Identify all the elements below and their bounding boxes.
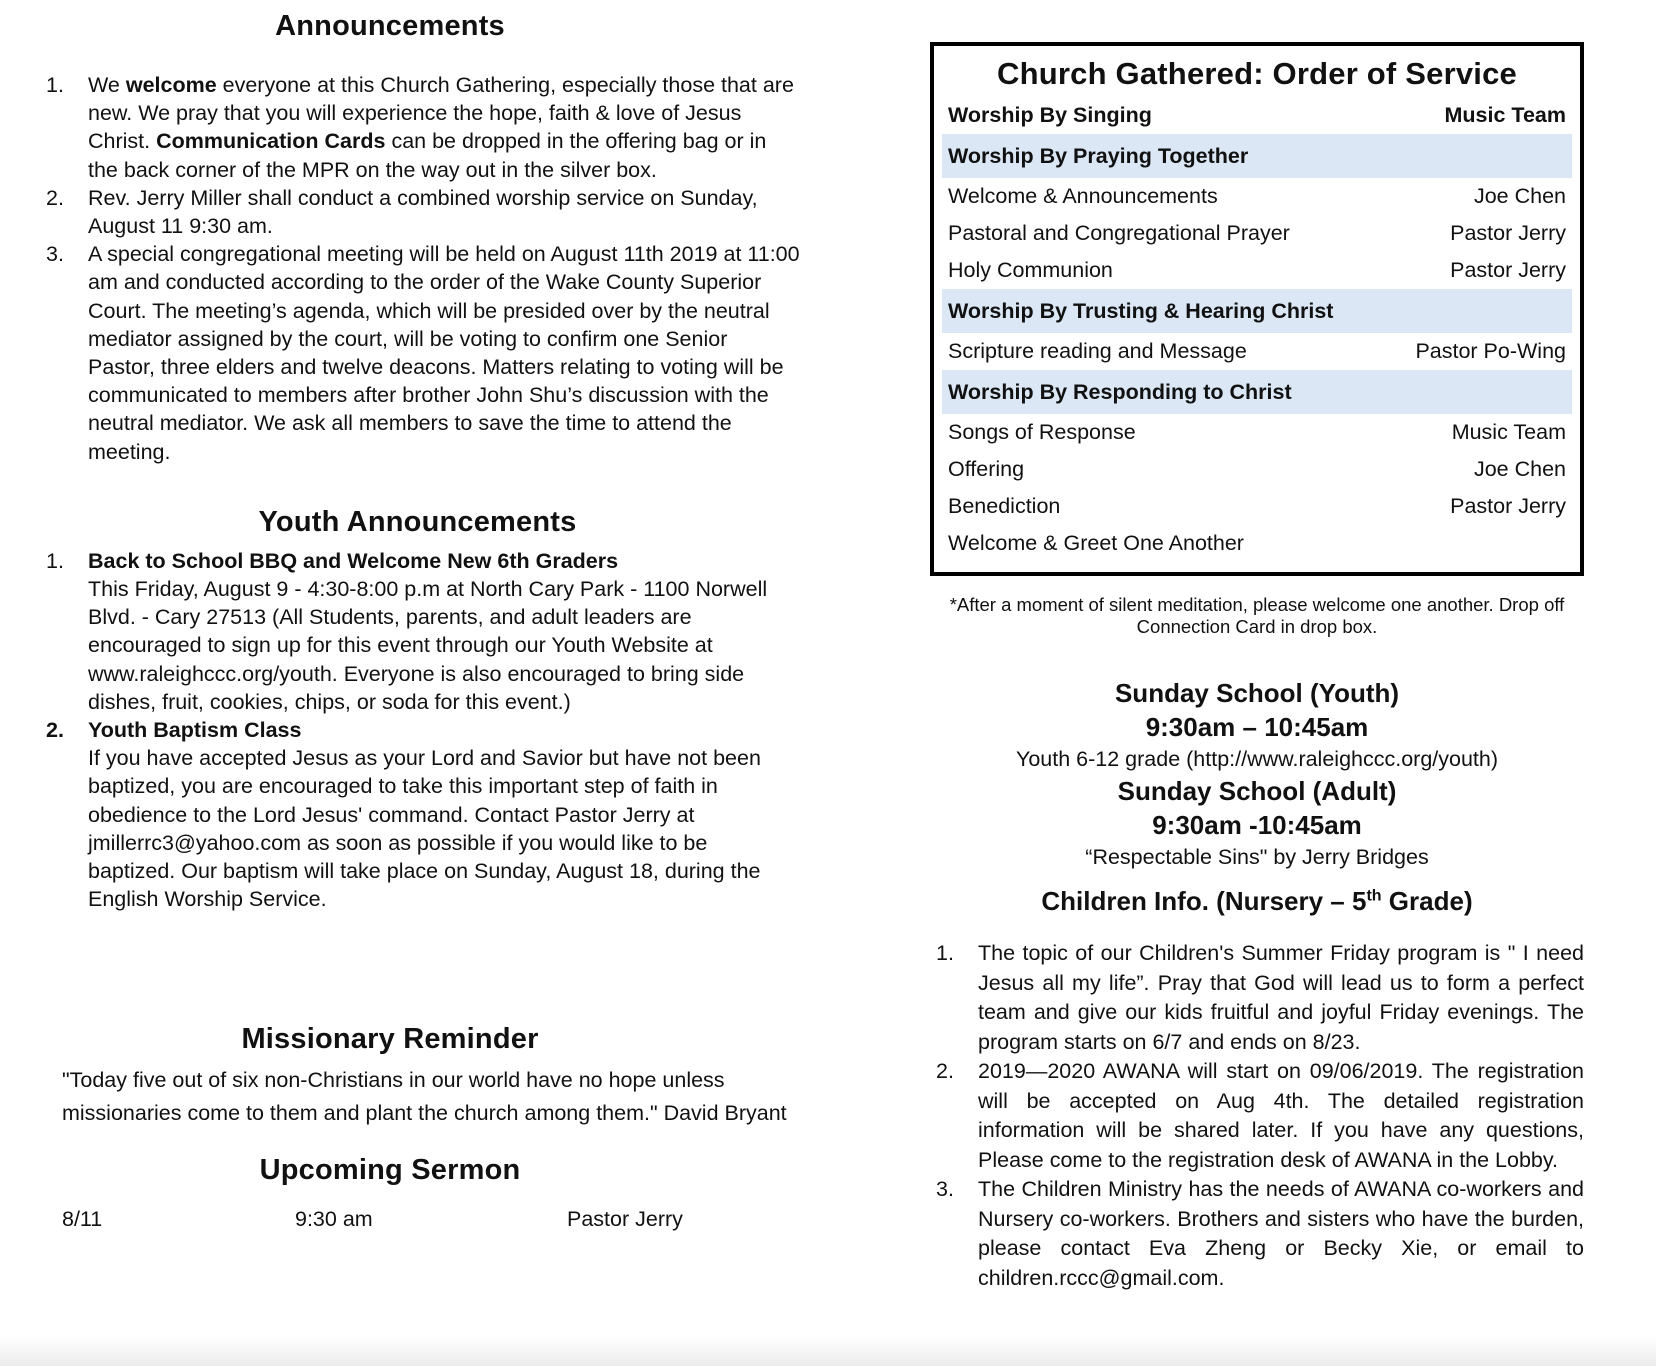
item-number: 3. — [46, 242, 64, 267]
service-item-leader: Joe Chen — [1473, 457, 1566, 481]
service-item-row — [942, 451, 1572, 488]
left-column — [40, 10, 800, 1247]
service-item-leader: Pastor Jerry — [1450, 494, 1566, 518]
item-heading: Back to School BBQ and Welcome New 6th Graders — [88, 548, 619, 573]
list-item — [930, 1175, 1584, 1293]
service-item-row — [942, 333, 1572, 370]
service-item-row — [942, 525, 1572, 562]
service-item-name: Worship By Trusting & Hearing Christ — [948, 298, 1334, 323]
list-item — [40, 547, 800, 716]
item-text: The Children Ministry has the needs of AWANA co-workers and Nursery co-workers. Brothers and sisters who have the burden, please contact Eva Zheng or Becky Xie, or email to children.rccc@gmail.com. — [978, 1177, 1584, 1290]
item-text: can be dropped in the offering bag or in the back corner of the MPR on the way out in the silver box. — [88, 129, 767, 182]
service-item-name: Songs of Response — [948, 420, 1136, 444]
item-text: If you have accepted Jesus as your Lord and Savior but have not been baptized, you are encouraged to take this important step of faith in obedience to the Lord Jesus' command. Contact Pastor Jerry at jmillerrc3@yahoo.com as soon as possible if you would like to be baptized. Our baptism will take place on Sunday, August 18, during the English Worship Service. — [88, 746, 761, 912]
item-number: 2. — [936, 1059, 954, 1083]
service-item-row — [942, 178, 1572, 215]
service-item-name: Offering — [948, 457, 1025, 481]
service-item-row — [942, 215, 1572, 252]
youth-announcements-title: Youth Announcements — [258, 505, 577, 538]
service-item-leader: Music Team — [1451, 420, 1566, 444]
item-text: This Friday, August 9 - 4:30-8:00 p.m at North Cary Park - 1100 Norwell Blvd. - Cary 27513 (All Students, parents, and adult leaders are encouraged to sign up for this event through our Youth Website at www.raleighccc.org/youth. Everyone is also encouraged to bring side dishes, fruit, cookies, chips, or soda for this event.) — [88, 577, 768, 714]
item-number: 2. — [46, 185, 64, 210]
service-section-row — [942, 134, 1572, 178]
service-item-leader: Joe Chen — [1473, 184, 1566, 208]
service-item-name: Welcome & Greet One Another — [948, 531, 1244, 555]
order-of-service-rows — [942, 96, 1572, 562]
list-item — [40, 716, 800, 913]
announcements-title: Announcements — [275, 10, 505, 42]
service-item-leader: Music Team — [1444, 102, 1566, 127]
children-info-title — [930, 886, 1584, 917]
sunday-school-youth-title: Sunday School (Youth) — [1114, 678, 1400, 708]
youth-announcements-list — [40, 547, 800, 914]
item-number: 2. — [46, 718, 64, 743]
item-text: We — [88, 73, 126, 97]
service-item-row — [942, 414, 1572, 451]
item-text: Rev. Jerry Miller shall conduct a combined worship service on Sunday, August 11 9:30 am. — [88, 185, 758, 239]
list-item — [40, 240, 800, 466]
service-item-leader: Pastor Jerry — [1450, 221, 1566, 245]
item-bold-text: welcome — [125, 73, 217, 97]
item-text: everyone at this Church Gathering, especially those that are new. We pray that you will experience the hope, faith & love of Jesus Christ. — [88, 73, 794, 154]
service-item-name: Pastoral and Congregational Prayer — [948, 221, 1290, 245]
service-item-name: Holy Communion — [948, 258, 1113, 282]
order-of-service-title: Church Gathered: Order of Service — [997, 56, 1517, 91]
service-item-name: Scripture reading and Message — [948, 339, 1247, 363]
service-section-row — [942, 370, 1572, 414]
missionary-reminder-title: Missionary Reminder — [241, 1023, 539, 1056]
children-info-list — [930, 939, 1584, 1293]
sermon-time: 9:30 am — [295, 1207, 373, 1232]
service-item-leader: Pastor Jerry — [1450, 258, 1566, 282]
children-title-text: Grade) — [1381, 886, 1473, 916]
list-item — [40, 184, 800, 240]
item-number: 3. — [936, 1177, 954, 1201]
service-item-row — [942, 488, 1572, 525]
item-number: 1. — [46, 73, 64, 97]
service-item-name: Worship By Singing — [948, 102, 1152, 127]
list-item — [930, 939, 1584, 1057]
sunday-school-youth-time: 9:30am – 10:45am — [1145, 712, 1369, 742]
service-item-name: Worship By Responding to Christ — [948, 379, 1292, 404]
list-item — [930, 1057, 1584, 1175]
announcements-list — [40, 71, 800, 466]
page-bottom-shadow — [0, 1336, 1656, 1366]
item-heading: Youth Baptism Class — [88, 718, 302, 743]
sunday-school-youth-desc: Youth 6-12 grade (http://www.raleighccc.org/youth) — [1015, 747, 1499, 771]
sermon-date: 8/11 — [62, 1207, 103, 1232]
sunday-school-block — [930, 676, 1584, 917]
order-of-service-box — [930, 42, 1584, 576]
item-number: 1. — [46, 548, 64, 573]
service-item-name: Welcome & Announcements — [948, 184, 1218, 208]
sermon-speaker: Pastor Jerry — [567, 1207, 683, 1232]
service-item-row — [942, 252, 1572, 289]
children-title-text: Children Info. (Nursery – 5 — [1041, 886, 1367, 916]
children-title-superscript: th — [1366, 887, 1382, 905]
service-section-row — [942, 289, 1572, 333]
missionary-quote: "Today five out of six non-Christians in our world have no hope unless missionaries come to them and plant the church among them." David Bryant — [62, 1068, 787, 1126]
item-text: The topic of our Children's Summer Friday program is " I need Jesus all my life”. Pray that God will lead us to form a perfect team and give our kids fruitful and joyful Friday evenings. The program starts on 6/7 and ends on 8/23. — [978, 941, 1584, 1054]
service-item-row — [942, 96, 1572, 134]
sermon-row — [40, 1207, 800, 1247]
item-text: 2019—2020 AWANA will start on 09/06/2019. The registration will be accepted on Aug 4th. The detailed registration information will be shared later. If you have any questions, Please come to the registration desk of AWANA in the Lobby. — [978, 1059, 1584, 1172]
list-item — [40, 71, 800, 184]
item-number: 1. — [936, 941, 954, 965]
order-note: *After a moment of silent meditation, please welcome one another. Drop off Connection Card in drop box. — [949, 594, 1565, 637]
sunday-school-adult-desc: “Respectable Sins" by Jerry Bridges — [1085, 845, 1429, 869]
sunday-school-adult-title: Sunday School (Adult) — [1117, 776, 1397, 806]
sunday-school-adult-time: 9:30am -10:45am — [1152, 810, 1362, 840]
right-column — [930, 42, 1600, 1293]
service-item-leader: Pastor Po-Wing — [1415, 339, 1566, 363]
item-text: A special congregational meeting will be held on August 11th 2019 at 11:00 am and conducted according to the order of the Wake County Superior Court. The meeting’s agenda, which will be presided over by the neutral mediator assigned by the court, will be voting to confirm one Senior Pastor, three elders and twelve deacons. Matters relating to voting will be communicated to members after brother John Shu’s discussion with the neutral mediator. We ask all members to save the time to attend the meeting. — [88, 242, 800, 464]
service-item-name: Worship By Praying Together — [948, 143, 1249, 168]
service-item-name: Benediction — [948, 494, 1061, 518]
upcoming-sermon-title: Upcoming Sermon — [259, 1154, 521, 1187]
item-bold-text: Communication Cards — [156, 129, 386, 154]
